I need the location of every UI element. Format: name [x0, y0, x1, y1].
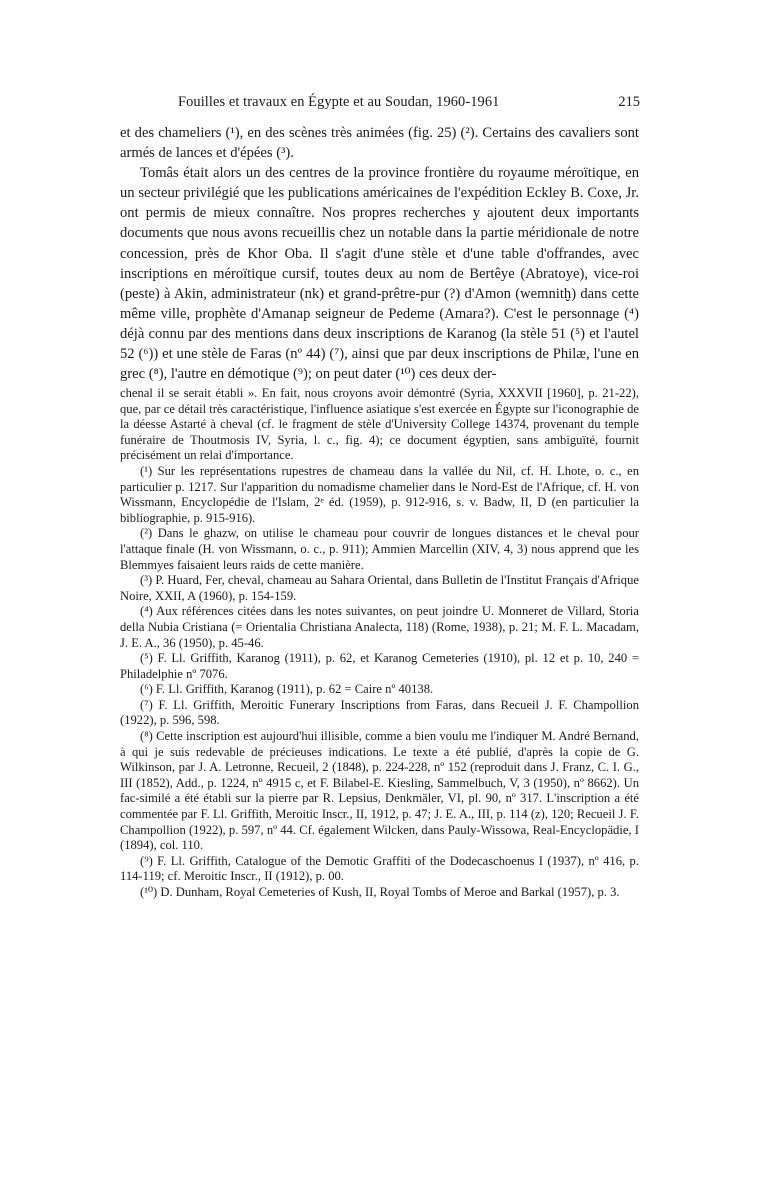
main-text [120, 123, 639, 384]
footnote-5: (⁵) F. Ll. Griffith, Karanog (1911), p. 62, et Karanog Cemeteries (1910), pl. 12 et p. 10, 240 = Philadelphie nº 7076. [120, 651, 639, 681]
footnote-8: (⁸) Cette inscription est aujourd'hui illisible, comme a bien voulu me l'indiquer M. André Bernand, à qui je suis redevable de précieuses indications. Le texte a été publié, d'après la copie de G. Wilkinson, par J. A. Letronne, Recueil, 2 (1848), p. 224-228, nº 152 (reproduit dans J. Franz, C. I. G., III (1852), Add., p. 1224, nº 4915 c, et F. Bilabel-E. Kiesling, Sammelbuch, V, 3 (1950), nº 8662). Un fac-similé a été établi sur la pierre par R. Lepsius, Denkmäler, VI, pl. 90, nº 317. L'inscription a été commentée par F. Ll. Griffith, Meroitic Inscr., II, 1912, p. 47; J. E. A., III, p. 114 (z), 120; Recueil J. F. Champollion (1922), p. 597, nº 44. Cf. également Wilcken, dans Pauly-Wissowa, Real-Encyclopädie, I (1894), col. 110. [120, 729, 639, 853]
footnote-10: (¹⁰) D. Dunham, Royal Cemeteries of Kush, II, Royal Tombs of Meroe and Barkal (1957), p. 3. [140, 885, 620, 899]
footnotes [120, 386, 639, 901]
footnote-2: (²) Dans le ghazw, on utilise le chameau pour couvrir de longues distances et le cheval pour l'attaque finale (H. von Wissmann, o. c., p. 911); Ammien Marcellin (XIV, 4, 3) nous apprend que les Blemmyes faisaient leurs raids de cette manière. [120, 526, 639, 572]
footnote-3: (³) P. Huard, Fer, cheval, chameau au Sahara Oriental, dans Bulletin de l'Institut Français d'Afrique Noire, XXII, A (1960), p. 154-159. [120, 573, 639, 603]
running-title: Fouilles et travaux en Égypte et au Soudan, 1960-1961 [178, 94, 500, 110]
footnote-continuation: chenal il se serait établi ». En fait, nous croyons avoir démontré (Syria, XXXVII [1960], p. 21-22), que, par ce détail très caractéristique, l'influence asiatique s'est exercée en Égypte sur l'iconographie de la déesse Astarté à cheval (cf. le fragment de stèle d'University College 14374, provenant du temple funéraire de Thoutmosis IV, Syria, l. c., fig. 4); ce document égyptien, sans ambiguïté, fournit précisément un relai d'importance. [120, 386, 639, 463]
paragraph: Tomâs était alors un des centres de la province frontière du royaume méroïtique, en un secteur privilégié que les publications américaines de l'expédition Eckley B. Coxe, Jr. ont permis de mieux connaître. Nos propres recherches y ajoutent deux importants documents que nous avons recueillis chez un notable dans la partie méridionale de notre concession, près de Khor Oba. Il s'agit d'une stèle et d'une table d'offrandes, avec inscriptions en méroïtique cursif, toutes deux au nom de Bertêye (Abratoye), vice-roi (peste) à Akin, administrateur (nk) et grand-prêtre-pur (?) d'Amon (wemnitḫ) dans cette même ville, prophète d'Amanap seigneur de Pedeme (Amara?). C'est le personnage (⁴) déjà connu par des mentions dans deux inscriptions de Karanog (la stèle 51 (⁵) et l'autel 52 (⁶)) et une stèle de Faras (nº 44) (⁷), ainsi que par deux inscriptions de Philæ, l'une en grec (⁸), l'autre en démotique (⁹); on peut dater (¹⁰) ces deux der- [120, 165, 639, 383]
paragraph: et des chameliers (¹), en des scènes très animées (fig. 25) (²). Certains des cavaliers sont armés de lances et d'épées (³). [120, 125, 639, 162]
running-header [120, 94, 640, 114]
page-number: 215 [618, 94, 640, 110]
footnote-9: (⁹) F. Ll. Griffith, Catalogue of the Demotic Graffiti of the Dodecaschoenus I (1937), nº 416, p. 114-119; cf. Meroitic Inscr., II (1912), p. 00. [120, 853, 639, 884]
footnote-7: (⁷) F. Ll. Griffith, Meroitic Funerary Inscriptions from Faras, dans Recueil J. F. Champollion (1922), p. 596, 598. [120, 697, 639, 728]
footnote-6: (⁶) F. Ll. Griffith, Karanog (1911), p. 62 = Caire nº 40138. [140, 682, 434, 697]
footnote-4: (⁴) Aux références citées dans les notes suivantes, on peut joindre U. Monneret de Villard, Storia della Nubia Cristiana (= Orientalia Christiana Analecta, 118) (Rome, 1938), p. 21; M. F. L. Macadam, J. E. A., 36 (1950), p. 45-46. [120, 604, 639, 650]
footnote-1: (¹) Sur les représentations rupestres de chameau dans la vallée du Nil, cf. H. Lhote, o. c., en particulier p. 1217. Sur l'apparition du nomadisme chamelier dans le Nord-Est de l'Afrique, cf. H. von Wissmann, Encyclopédie de l'Islam, 2ᵉ éd. (1959), p. 912-916, s. v. Badw, II, D (en particulier la bibliographie, p. 915-916). [120, 463, 639, 525]
